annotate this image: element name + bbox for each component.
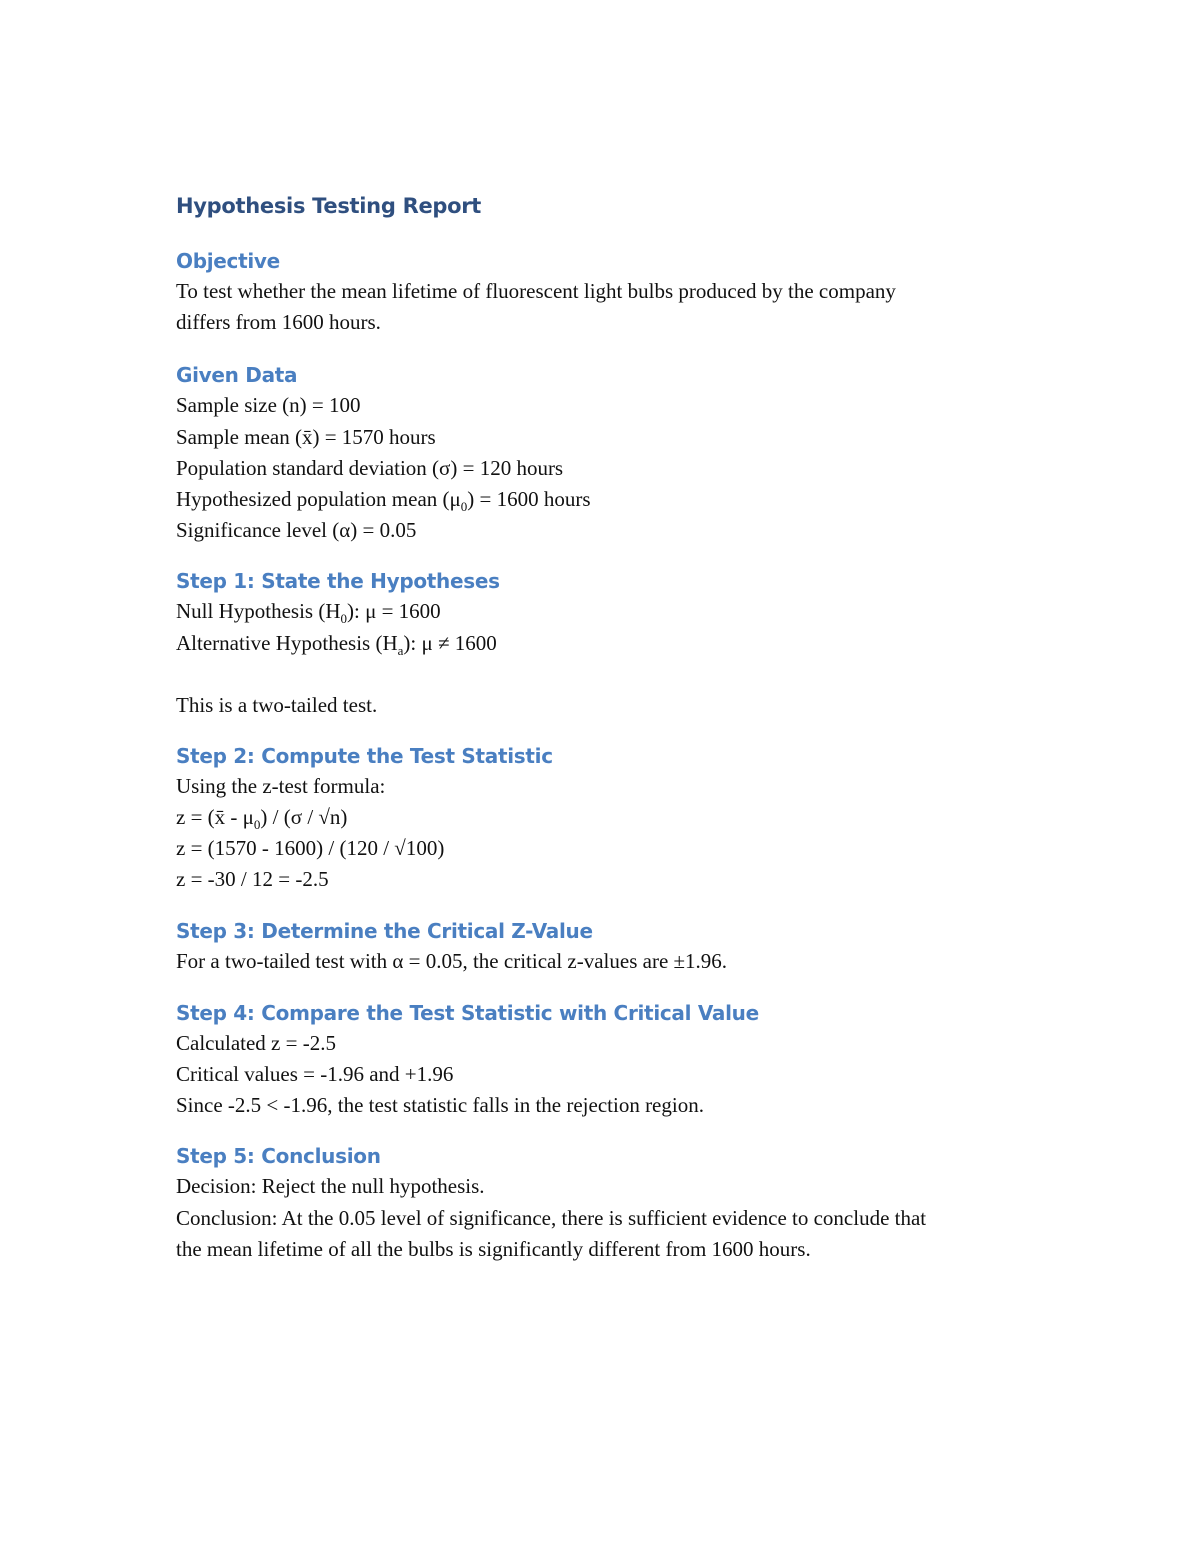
alternative-hypothesis-line (176, 628, 1056, 659)
decision-line: Decision: Reject the null hypothesis. (176, 1174, 485, 1199)
z-formula-subscript: 0 (253, 817, 261, 833)
two-tailed-note: This is a two-tailed test. (176, 692, 378, 717)
z-test-intro: Using the z-test formula: (176, 773, 386, 798)
document-title: Hypothesis Testing Report (176, 194, 482, 218)
hypothesized-mean-line (176, 484, 1056, 515)
null-hypothesis-subscript: 0 (340, 611, 347, 627)
comparison-line: Since -2.5 < -1.96, the test statistic falls in the rejection region. (176, 1093, 704, 1118)
alternative-hypothesis-subscript: a (397, 642, 404, 658)
calculated-z-line: Calculated z = -2.5 (176, 1030, 336, 1055)
hypothesized-mean-subscript: 0 (460, 499, 468, 515)
step3-heading: Step 3: Determine the Critical Z-Value (176, 918, 593, 943)
hypothesized-mean-value: ) = 1600 hours (467, 486, 591, 511)
z-substituted-line: z = (1570 - 1600) / (120 / √100) (176, 836, 445, 861)
z-formula-text: z = (x̄ - μ (176, 805, 254, 830)
document-page (176, 190, 1056, 1265)
step2-heading: Step 2: Compute the Test Statistic (176, 743, 553, 768)
sample-mean-line: Sample mean (x̄) = 1570 hours (176, 424, 436, 449)
z-formula-rest: ) / (σ / √n) (260, 805, 348, 830)
critical-values-line: Critical values = -1.96 and +1.96 (176, 1062, 454, 1086)
critical-value-line: For a two-tailed test with α = 0.05, the critical z-values are ±1.96. (176, 948, 728, 973)
objective-heading: Objective (176, 249, 280, 273)
alternative-hypothesis-value: ): μ ≠ 1600 (403, 630, 497, 655)
null-hypothesis-text: Null Hypothesis (H (176, 599, 341, 624)
significance-level-line: Significance level (α) = 0.05 (176, 518, 417, 543)
step1-heading: Step 1: State the Hypotheses (176, 569, 500, 594)
null-hypothesis-line (176, 596, 1056, 627)
alternative-hypothesis-text: Alternative Hypothesis (H (176, 630, 398, 655)
objective-text-line-1: To test whether the mean lifetime of fluorescent light bulbs produced by the company (176, 279, 896, 303)
null-hypothesis-value: ): μ = 1600 (347, 599, 441, 624)
conclusion-line-2: the mean lifetime of all the bulbs is significantly different from 1600 hours. (176, 1236, 811, 1261)
objective-text-line-2: differs from 1600 hours. (176, 310, 381, 335)
z-formula-line (176, 802, 1056, 833)
population-sd-line: Population standard deviation (σ) = 120 hours (176, 455, 564, 480)
sample-size-line: Sample size (n) = 100 (176, 393, 361, 418)
step5-heading: Step 5: Conclusion (176, 1144, 381, 1169)
step4-heading: Step 4: Compare the Test Statistic with Critical Value (176, 1000, 759, 1025)
conclusion-line-1: Conclusion: At the 0.05 level of significance, there is sufficient evidence to conclude that (176, 1205, 927, 1230)
z-result-line: z = -30 / 12 = -2.5 (176, 867, 329, 892)
hypothesized-mean-text: Hypothesized population mean (μ (176, 486, 461, 511)
given-data-heading: Given Data (176, 363, 298, 388)
